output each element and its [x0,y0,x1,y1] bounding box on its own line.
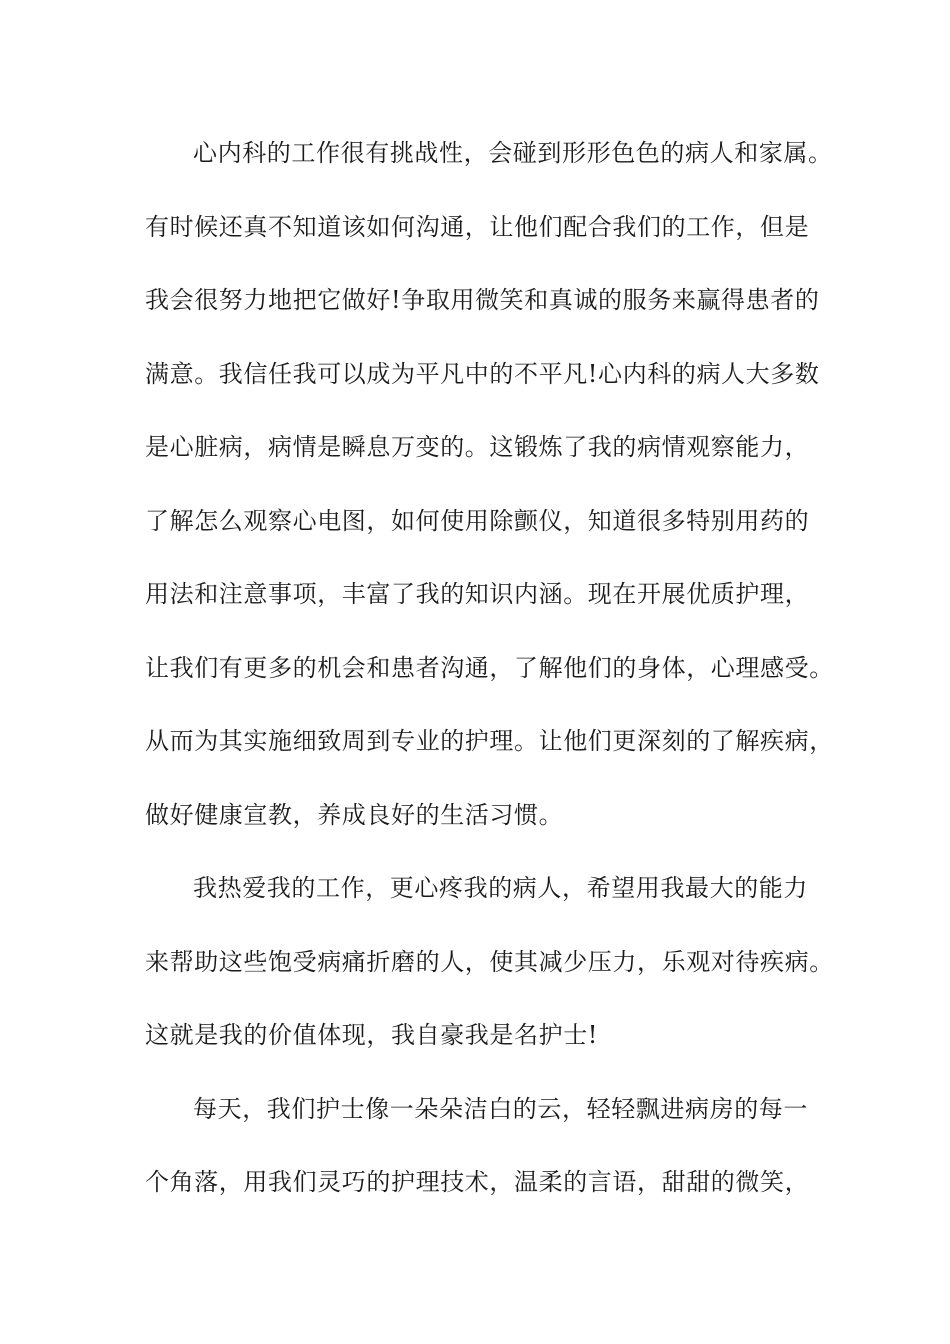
paragraph-2-line: 这就是我的价值体现，我自豪我是名护士! [145,1021,599,1049]
paragraph-1-line: 了解怎么观察心电图，如何使用除颤仪，知道很多特别用药的 [145,506,810,535]
paragraph-3-line: 每天，我们护士像一朵朵洁白的云，轻轻飘进病房的每一 [193,1094,808,1123]
paragraph-1-line: 心内科的工作很有挑战性，会碰到形形色色的病人和家属。 [193,139,833,167]
document-body [145,128,834,1231]
paragraph-3-line: 个角落，用我们灵巧的护理技术，温柔的言语，甜甜的微笑， [145,1168,810,1196]
paragraph-1-line: 让我们有更多的机会和患者沟通，了解他们的身体，心理感受。 [145,653,834,682]
paragraph-1-line: 我会很努力地把它做好!争取用微笑和真诚的服务来赢得患者的 [145,286,820,314]
paragraph-2-line: 来帮助这些饱受病痛折磨的人，使其减少压力，乐观对待疾病。 [145,947,834,976]
paragraph-1-line: 从而为其实施细致周到专业的护理。让他们更深刻的了解疾病， [145,727,834,755]
paragraph-2-line: 我热爱我的工作，更心疼我的病人，希望用我最大的能力 [193,874,808,902]
paragraph-1-line: 有时候还真不知道该如何沟通，让他们配合我们的工作，但是 [145,212,810,241]
paragraph-1-line: 用法和注意事项，丰富了我的知识内涵。现在开展优质护理， [145,580,810,608]
paragraph-1-line: 是心脏病，病情是瞬息万变的。这锻炼了我的病情观察能力， [145,433,810,461]
paragraph-1-line: 做好健康宣教，养成良好的生活习惯。 [145,800,564,829]
paragraph-1-line: 满意。我信任我可以成为平凡中的不平凡!心内科的病人大多数 [145,359,820,388]
